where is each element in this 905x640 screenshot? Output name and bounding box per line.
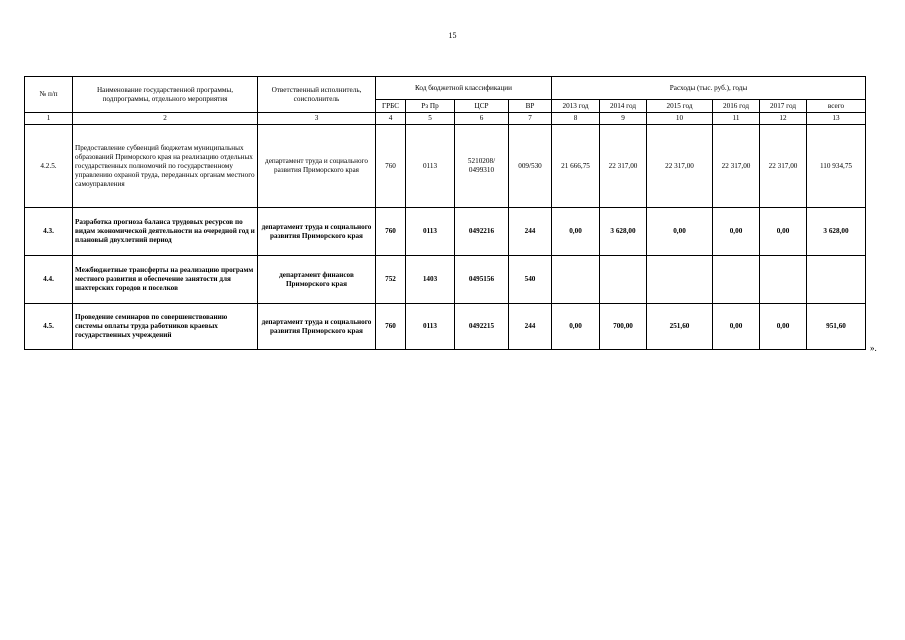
row-num: 4.4. xyxy=(25,256,73,304)
header-grbs: ГРБС xyxy=(376,100,406,113)
row-grbs: 760 xyxy=(376,125,406,208)
row-csr: 0495156 xyxy=(455,256,509,304)
header-2016: 2016 год xyxy=(713,100,760,113)
col-number: 2 xyxy=(73,113,258,125)
row-rzpr: 1403 xyxy=(406,256,455,304)
header-row-top xyxy=(25,77,866,100)
row-name: Проведение семинаров по совершенствованию системы оплаты труда работников краевых государственных учреждений xyxy=(73,304,258,350)
row-executor: департамент труда и социального развития Приморского края xyxy=(258,208,376,256)
row-2017 xyxy=(760,256,807,304)
row-2013: 21 666,75 xyxy=(552,125,600,208)
row-csr: 5210208/ 0499310 xyxy=(455,125,509,208)
row-rzpr: 0113 xyxy=(406,125,455,208)
closing-quote: ». xyxy=(870,343,877,353)
row-vr: 244 xyxy=(509,304,552,350)
row-2015: 0,00 xyxy=(647,208,713,256)
col-number: 10 xyxy=(647,113,713,125)
row-2016 xyxy=(713,256,760,304)
row-total: 951,60 xyxy=(807,304,866,350)
row-2017: 0,00 xyxy=(760,304,807,350)
header-csr: ЦСР xyxy=(455,100,509,113)
row-2017: 22 317,00 xyxy=(760,125,807,208)
row-vr: 540 xyxy=(509,256,552,304)
col-number: 3 xyxy=(258,113,376,125)
row-csr: 0492216 xyxy=(455,208,509,256)
col-number: 5 xyxy=(406,113,455,125)
row-2014: 3 628,00 xyxy=(600,208,647,256)
row-num: 4.3. xyxy=(25,208,73,256)
row-2014 xyxy=(600,256,647,304)
row-2013: 0,00 xyxy=(552,208,600,256)
col-number: 13 xyxy=(807,113,866,125)
row-2015: 251,60 xyxy=(647,304,713,350)
row-2016: 22 317,00 xyxy=(713,125,760,208)
col-number: 6 xyxy=(455,113,509,125)
col-number: 7 xyxy=(509,113,552,125)
table-row xyxy=(25,256,866,304)
header-code-group: Код бюджетной классификации xyxy=(376,77,552,100)
row-name: Предоставление субвенций бюджетам муниципальных образований Приморского края на реализацию отдельных государственных полномочий по государственному управлению охраной труда, переданных органам местного самоуправления xyxy=(73,125,258,208)
header-name: Наименование государственной программы, подпрограммы, отдельного мероприятия xyxy=(73,77,258,113)
row-2017: 0,00 xyxy=(760,208,807,256)
row-total xyxy=(807,256,866,304)
column-numbers-row xyxy=(25,113,866,125)
row-vr: 009/530 xyxy=(509,125,552,208)
row-rzpr: 0113 xyxy=(406,304,455,350)
row-grbs: 752 xyxy=(376,256,406,304)
row-2016: 0,00 xyxy=(713,208,760,256)
row-executor: департамент финансов Приморского края xyxy=(258,256,376,304)
row-csr: 0492215 xyxy=(455,304,509,350)
header-executor: Ответственный исполнитель, соисполнитель xyxy=(258,77,376,113)
table-row xyxy=(25,208,866,256)
row-num: 4.2.5. xyxy=(25,125,73,208)
row-2013: 0,00 xyxy=(552,304,600,350)
row-name: Разработка прогноза баланса трудовых ресурсов по видам экономической деятельности на очередной год и плановый двухлетний период xyxy=(73,208,258,256)
header-2014: 2014 год xyxy=(600,100,647,113)
header-2013: 2013 год xyxy=(552,100,600,113)
row-2016: 0,00 xyxy=(713,304,760,350)
header-vr: ВР xyxy=(509,100,552,113)
row-num: 4.5. xyxy=(25,304,73,350)
table-row xyxy=(25,304,866,350)
header-num: № п/п xyxy=(25,77,73,113)
row-grbs: 760 xyxy=(376,304,406,350)
budget-table xyxy=(24,76,866,350)
row-grbs: 760 xyxy=(376,208,406,256)
header-rzpr: Рз Пр xyxy=(406,100,455,113)
col-number: 4 xyxy=(376,113,406,125)
row-2014: 22 317,00 xyxy=(600,125,647,208)
table-row xyxy=(25,125,866,208)
page-number: 15 xyxy=(448,31,457,40)
col-number: 11 xyxy=(713,113,760,125)
header-2017: 2017 год xyxy=(760,100,807,113)
row-2014: 700,00 xyxy=(600,304,647,350)
col-number: 9 xyxy=(600,113,647,125)
row-name: Межбюджетные трансферты на реализацию программ местного развития и обеспечение занятости для шахтерских городов и поселков xyxy=(73,256,258,304)
row-vr: 244 xyxy=(509,208,552,256)
header-total: всего xyxy=(807,100,866,113)
header-expenses-group: Расходы (тыс. руб.), годы xyxy=(552,77,866,100)
row-total: 110 934,75 xyxy=(807,125,866,208)
col-number: 8 xyxy=(552,113,600,125)
row-2015 xyxy=(647,256,713,304)
col-number: 1 xyxy=(25,113,73,125)
row-executor: департамент труда и социального развития Приморского края xyxy=(258,125,376,208)
row-2013 xyxy=(552,256,600,304)
row-total: 3 628,00 xyxy=(807,208,866,256)
header-2015: 2015 год xyxy=(647,100,713,113)
col-number: 12 xyxy=(760,113,807,125)
row-2015: 22 317,00 xyxy=(647,125,713,208)
row-executor: департамент труда и социального развития Приморского края xyxy=(258,304,376,350)
row-rzpr: 0113 xyxy=(406,208,455,256)
